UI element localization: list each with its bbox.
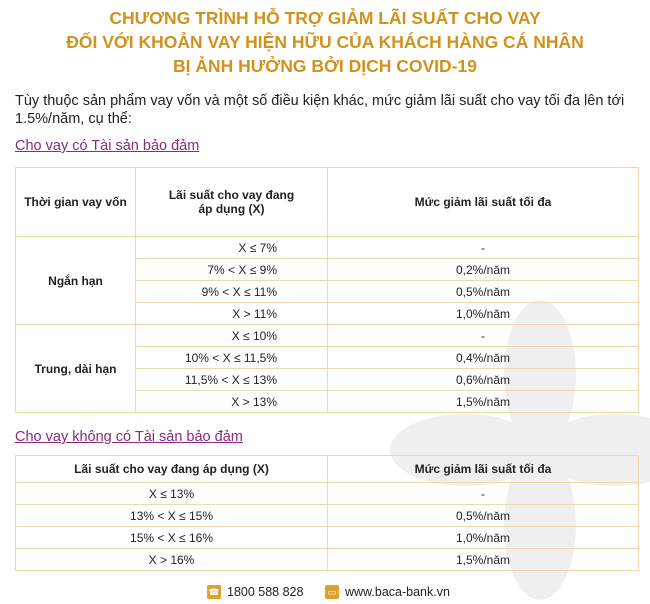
col-header: Lãi suất cho vay đang áp dụng (X) (16, 456, 328, 483)
intro-text: Tùy thuộc sản phẩm vay vốn và một số điều kiện khác, mức giảm lãi suất cho vay tối đa lên tới 1.5%/năm, cụ thể: (15, 93, 625, 127)
title-line: CHƯƠNG TRÌNH HỖ TRỢ GIẢM LÃI SUẤT CHO VAY (109, 8, 541, 28)
col-header: Mức giảm lãi suất tối đa (328, 456, 639, 483)
col-header: Mức giảm lãi suất tối đa (328, 168, 639, 237)
rate-cell: X > 11% (136, 303, 328, 325)
page-title (0, 6, 650, 78)
rate-cell: X ≤ 7% (136, 237, 328, 259)
reduction-cell: - (328, 325, 639, 347)
unsecured-table (15, 455, 639, 571)
title-line: BỊ ẢNH HƯỞNG BỞI DỊCH COVID-19 (173, 56, 477, 76)
rate-cell: 11,5% < X ≤ 13% (136, 369, 328, 391)
reduction-cell: 1,5%/năm (328, 391, 639, 413)
table-row (16, 549, 639, 571)
rate-cell: X > 13% (136, 391, 328, 413)
rate-cell: X > 16% (16, 549, 328, 571)
rate-cell: 10% < X ≤ 11,5% (136, 347, 328, 369)
reduction-cell: 0,4%/năm (328, 347, 639, 369)
reduction-cell: - (328, 483, 639, 505)
col-header: Thời gian vay vốn (16, 168, 136, 237)
phone-icon: ☎ (208, 587, 220, 597)
footer-phone[interactable] (207, 585, 303, 599)
reduction-cell: 1,5%/năm (328, 549, 639, 571)
rate-cell: 9% < X ≤ 11% (136, 281, 328, 303)
table-row (16, 527, 639, 549)
rate-cell: X ≤ 10% (136, 325, 328, 347)
monitor-icon: ▭ (325, 585, 339, 599)
term-cell: Ngắn hạn (16, 237, 136, 325)
phone-number: 1800 588 828 (227, 585, 304, 599)
rate-cell: 13% < X ≤ 15% (16, 505, 328, 527)
secured-heading-link[interactable]: Cho vay có Tài sản bảo đảm (15, 138, 200, 154)
col-header: Lãi suất cho vay đang áp dụng (X) (136, 168, 328, 237)
title-line: ĐỐI VỚI KHOẢN VAY HIỆN HỮU CỦA KHÁCH HÀNG CÁ NHÂN (66, 32, 584, 52)
table-row (16, 237, 639, 259)
reduction-cell: 1,0%/năm (328, 527, 639, 549)
table-row (16, 325, 639, 347)
reduction-cell: 1,0%/năm (328, 303, 639, 325)
website-link: www.baca-bank.vn (345, 585, 450, 599)
reduction-cell: - (328, 237, 639, 259)
secured-table (15, 167, 639, 413)
footer-website[interactable] (325, 585, 450, 599)
unsecured-heading-link[interactable]: Cho vay không có Tài sản bảo đảm (15, 429, 243, 445)
rate-cell: X ≤ 13% (16, 483, 328, 505)
rate-cell: 7% < X ≤ 9% (136, 259, 328, 281)
table-row (16, 483, 639, 505)
reduction-cell: 0,5%/năm (328, 505, 639, 527)
reduction-cell: 0,2%/năm (328, 259, 639, 281)
table-row (16, 505, 639, 527)
rate-cell: 15% < X ≤ 16% (16, 527, 328, 549)
term-cell: Trung, dài hạn (16, 325, 136, 413)
reduction-cell: 0,6%/năm (328, 369, 639, 391)
reduction-cell: 0,5%/năm (328, 281, 639, 303)
